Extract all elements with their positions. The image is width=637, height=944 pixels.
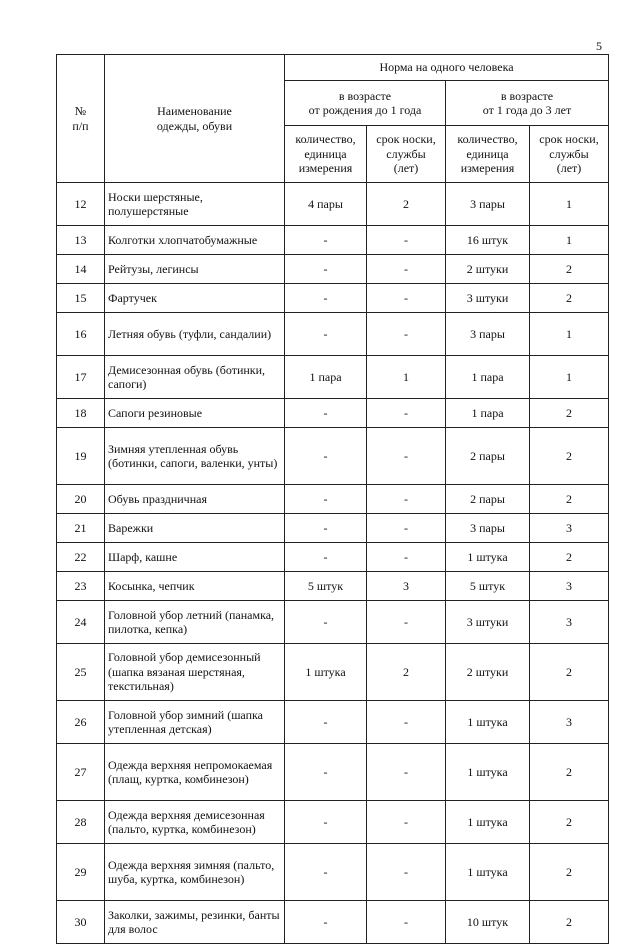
page-number: 5	[596, 39, 602, 53]
cell-item-name: Летняя обувь (туфли, сандалии)	[105, 313, 285, 356]
cell-number: 12	[57, 183, 105, 226]
cell-qty-toddler: 3 штуки	[446, 284, 530, 313]
cell-item-name: Сапоги резиновые	[105, 399, 285, 428]
cell-term-infant: -	[367, 901, 446, 944]
cell-term-infant: -	[367, 801, 446, 844]
cell-qty-infant: -	[285, 485, 367, 514]
cell-qty-toddler: 5 штук	[446, 572, 530, 601]
table-row	[57, 844, 609, 901]
cell-qty-infant: -	[285, 428, 367, 485]
cell-number: 25	[57, 644, 105, 701]
cell-term-infant: -	[367, 701, 446, 744]
cell-qty-toddler: 1 пара	[446, 399, 530, 428]
cell-item-name: Заколки, зажимы, резинки, банты для волос	[105, 901, 285, 944]
cell-qty-infant: 1 пара	[285, 356, 367, 399]
cell-term-infant: 3	[367, 572, 446, 601]
cell-qty-toddler: 3 пары	[446, 183, 530, 226]
cell-item-name: Носки шерстяные, полушерстяные	[105, 183, 285, 226]
cell-number: 19	[57, 428, 105, 485]
cell-number: 28	[57, 801, 105, 844]
cell-item-name: Рейтузы, легинсы	[105, 255, 285, 284]
cell-qty-infant: -	[285, 801, 367, 844]
cell-item-name: Обувь праздничная	[105, 485, 285, 514]
cell-qty-infant: -	[285, 514, 367, 543]
header-qty-2: количество, единица измерения	[446, 126, 530, 183]
table-row	[57, 255, 609, 284]
cell-term-toddler: 2	[530, 844, 609, 901]
cell-qty-toddler: 1 штука	[446, 701, 530, 744]
cell-term-infant: -	[367, 428, 446, 485]
cell-number: 30	[57, 901, 105, 944]
cell-qty-toddler: 10 штук	[446, 901, 530, 944]
table-row	[57, 744, 609, 801]
cell-qty-toddler: 2 штуки	[446, 644, 530, 701]
table-row	[57, 601, 609, 644]
cell-qty-infant: -	[285, 701, 367, 744]
cell-qty-infant: 1 штука	[285, 644, 367, 701]
cell-item-name: Колготки хлопчатобумажные	[105, 226, 285, 255]
clothing-norms-table	[56, 54, 609, 944]
cell-qty-toddler: 3 штуки	[446, 601, 530, 644]
cell-item-name: Фартучек	[105, 284, 285, 313]
cell-number: 27	[57, 744, 105, 801]
table-row	[57, 514, 609, 543]
cell-term-toddler: 2	[530, 399, 609, 428]
header-term-1: срок носки, службы (лет)	[367, 126, 446, 183]
cell-number: 13	[57, 226, 105, 255]
cell-term-infant: 2	[367, 644, 446, 701]
cell-term-toddler: 1	[530, 356, 609, 399]
cell-qty-toddler: 1 штука	[446, 744, 530, 801]
cell-term-infant: -	[367, 399, 446, 428]
cell-term-toddler: 3	[530, 514, 609, 543]
cell-qty-toddler: 16 штук	[446, 226, 530, 255]
table-row	[57, 644, 609, 701]
cell-qty-toddler: 3 пары	[446, 313, 530, 356]
cell-item-name: Косынка, чепчик	[105, 572, 285, 601]
cell-term-infant: 1	[367, 356, 446, 399]
cell-number: 23	[57, 572, 105, 601]
cell-item-name: Шарф, кашне	[105, 543, 285, 572]
cell-item-name: Одежда верхняя непромокаемая (плащ, куртка, комбинезон)	[105, 744, 285, 801]
cell-qty-infant: -	[285, 226, 367, 255]
cell-number: 22	[57, 543, 105, 572]
table-row	[57, 226, 609, 255]
table-row	[57, 572, 609, 601]
table-row	[57, 428, 609, 485]
cell-item-name: Варежки	[105, 514, 285, 543]
cell-item-name: Демисезонная обувь (ботинки, сапоги)	[105, 356, 285, 399]
cell-term-infant: 2	[367, 183, 446, 226]
cell-item-name: Одежда верхняя зимняя (пальто, шуба, куртка, комбинезон)	[105, 844, 285, 901]
cell-number: 20	[57, 485, 105, 514]
table-row	[57, 485, 609, 514]
cell-qty-toddler: 2 пары	[446, 428, 530, 485]
cell-term-infant: -	[367, 226, 446, 255]
cell-qty-infant: -	[285, 313, 367, 356]
header-item-name: Наименование одежды, обуви	[105, 55, 285, 183]
cell-qty-infant: -	[285, 601, 367, 644]
cell-item-name: Зимняя утепленная обувь (ботинки, сапоги, валенки, унты)	[105, 428, 285, 485]
cell-term-toddler: 2	[530, 744, 609, 801]
cell-qty-toddler: 3 пары	[446, 514, 530, 543]
cell-qty-toddler: 2 штуки	[446, 255, 530, 284]
cell-term-infant: -	[367, 543, 446, 572]
cell-number: 18	[57, 399, 105, 428]
cell-term-toddler: 1	[530, 226, 609, 255]
cell-item-name: Одежда верхняя демисезонная (пальто, куртка, комбинезон)	[105, 801, 285, 844]
cell-qty-infant: -	[285, 901, 367, 944]
cell-term-toddler: 2	[530, 428, 609, 485]
table-header	[57, 55, 609, 183]
cell-term-infant: -	[367, 601, 446, 644]
cell-qty-infant: -	[285, 284, 367, 313]
cell-term-toddler: 3	[530, 572, 609, 601]
table-row	[57, 543, 609, 572]
cell-number: 16	[57, 313, 105, 356]
cell-term-toddler: 1	[530, 183, 609, 226]
cell-term-infant: -	[367, 313, 446, 356]
cell-term-infant: -	[367, 514, 446, 543]
table-row	[57, 183, 609, 226]
cell-item-name: Головной убор зимний (шапка утепленная детская)	[105, 701, 285, 744]
cell-qty-toddler: 1 штука	[446, 844, 530, 901]
table-row	[57, 399, 609, 428]
cell-term-toddler: 1	[530, 313, 609, 356]
cell-qty-infant: 4 пары	[285, 183, 367, 226]
cell-item-name: Головной убор летний (панамка, пилотка, кепка)	[105, 601, 285, 644]
cell-number: 26	[57, 701, 105, 744]
cell-term-toddler: 2	[530, 543, 609, 572]
table-row	[57, 901, 609, 944]
cell-term-toddler: 2	[530, 255, 609, 284]
table-row	[57, 284, 609, 313]
cell-term-infant: -	[367, 485, 446, 514]
cell-qty-infant: -	[285, 543, 367, 572]
cell-qty-infant: -	[285, 744, 367, 801]
cell-term-infant: -	[367, 284, 446, 313]
header-qty-1: количество, единица измерения	[285, 126, 367, 183]
cell-qty-toddler: 2 пары	[446, 485, 530, 514]
cell-qty-toddler: 1 штука	[446, 543, 530, 572]
cell-term-toddler: 2	[530, 284, 609, 313]
cell-number: 21	[57, 514, 105, 543]
cell-number: 17	[57, 356, 105, 399]
header-number: № п/п	[57, 55, 105, 183]
cell-item-name: Головной убор демисезонный (шапка вязаная шерстяная, текстильная)	[105, 644, 285, 701]
table-row	[57, 356, 609, 399]
cell-qty-infant: -	[285, 399, 367, 428]
cell-qty-toddler: 1 штука	[446, 801, 530, 844]
cell-term-toddler: 2	[530, 801, 609, 844]
header-term-2: срок носки, службы (лет)	[530, 126, 609, 183]
cell-number: 29	[57, 844, 105, 901]
cell-term-toddler: 3	[530, 601, 609, 644]
cell-qty-toddler: 1 пара	[446, 356, 530, 399]
header-age-group-2: в возрасте от 1 года до 3 лет	[446, 81, 609, 126]
cell-term-toddler: 2	[530, 485, 609, 514]
header-norm-title: Норма на одного человека	[285, 55, 609, 81]
cell-number: 15	[57, 284, 105, 313]
header-age-group-1: в возрасте от рождения до 1 года	[285, 81, 446, 126]
cell-term-infant: -	[367, 255, 446, 284]
cell-term-toddler: 3	[530, 701, 609, 744]
cell-term-toddler: 2	[530, 644, 609, 701]
cell-term-infant: -	[367, 844, 446, 901]
cell-qty-infant: -	[285, 844, 367, 901]
cell-number: 24	[57, 601, 105, 644]
table-row	[57, 313, 609, 356]
table-body	[57, 183, 609, 944]
cell-term-toddler: 2	[530, 901, 609, 944]
table-row	[57, 801, 609, 844]
cell-term-infant: -	[367, 744, 446, 801]
cell-qty-infant: 5 штук	[285, 572, 367, 601]
cell-number: 14	[57, 255, 105, 284]
cell-qty-infant: -	[285, 255, 367, 284]
table-row	[57, 701, 609, 744]
